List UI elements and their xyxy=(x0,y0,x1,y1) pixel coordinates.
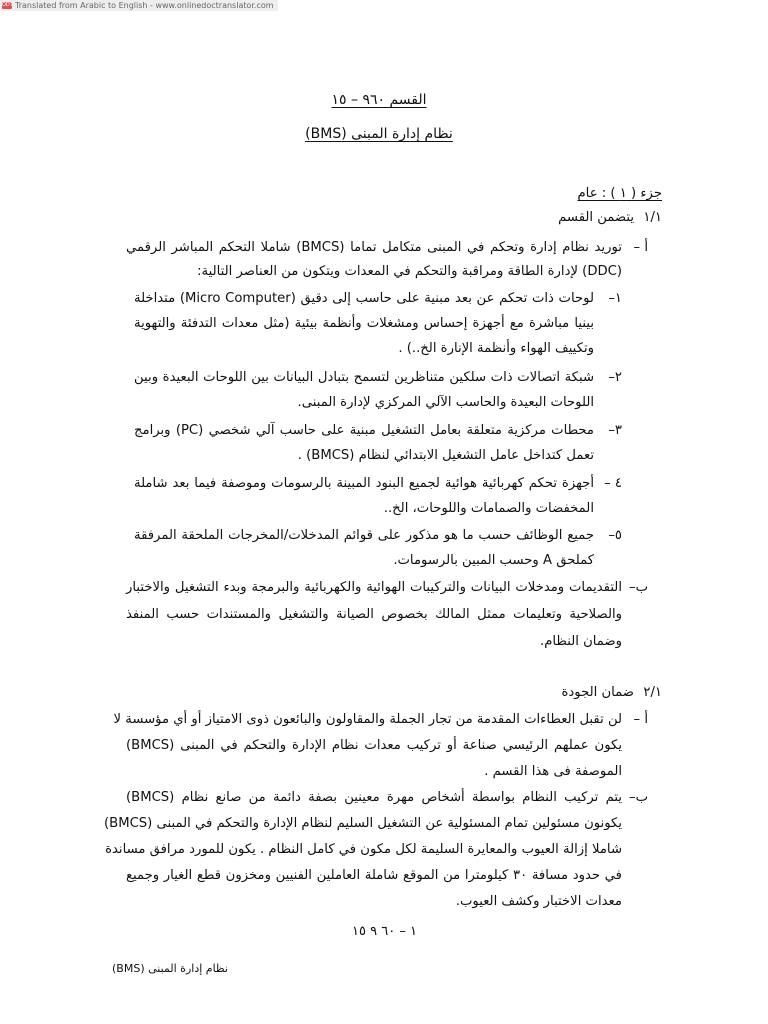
page-number: ١ – ٦٠ ٩ ١٥ xyxy=(352,924,417,939)
list-item-line: محطات مركزية متعلقة بعامل التشغيل مبنية على حاسب آلي شخصي (PC) وبرامج xyxy=(134,423,594,438)
list-item-line: تعمل كتداخل عامل التشغيل الابتدائي لنظام (BMCS) . xyxy=(297,448,594,463)
item-mark-b: ب– xyxy=(628,580,648,595)
paragraph-line: يتم تركيب النظام بواسطة أشخاص مهرة معينين بصفة دائمة من صانع نظام (BMCS) xyxy=(126,790,622,805)
item-mark-a: أ – xyxy=(633,712,648,727)
paragraph-line: لن تقبل العطاءات المقدمة من تجار الجملة والمقاولون والبائعون ذوى الامتياز أو أي مؤسسة لا xyxy=(113,712,622,727)
list-item-line: اللوحات البعيدة والحاسب الآلي المركزي لإدارة المبنى. xyxy=(297,395,594,410)
clause-number: ٢/١ xyxy=(643,685,662,700)
list-item-number: ٥– xyxy=(608,528,622,543)
paragraph-line: والصلاحية وتعليمات ممثل المالك بخصوص الصيانة والتشغيل والمستندات حسب المنفذ xyxy=(126,607,622,622)
paragraph-line: في حدود مسافة ٣٠ كيلومترا من الموقع شاملة العاملين الفنيين ومخزون قطع الغيار وجميع xyxy=(126,868,622,883)
paragraph-line: شاملا إزالة العيوب والمعايرة السليمة لكل مكون في كامل النظام . يكون للمورد مرافق مساندة xyxy=(105,842,622,857)
clause-title: يتضمن القسم xyxy=(558,210,634,225)
list-item-line: بينيا مباشرة مع أجهزة إحساس ومشغلات وأنظمة بيئية (مثل معدات التدفئة والتهوية xyxy=(134,316,594,331)
paragraph-line: الموصفة فى هذا القسم . xyxy=(484,764,622,779)
paragraph-line: (DDC) لإدارة الطاقة ومراقبة والتحكم في المعدات ويتكون من العناصر التالية: xyxy=(197,264,622,279)
list-item-line: شبكة اتصالات ذات سلكين متناظرين لتسمح بتبادل البيانات بين اللوحات البعيدة وبين xyxy=(134,370,594,385)
list-item-number: ٤ – xyxy=(604,476,622,491)
translator-logo-icon: ODT xyxy=(2,2,13,8)
item-mark-a: أ – xyxy=(633,240,648,255)
paragraph-line: معدات الاختبار وكشف العيوب. xyxy=(455,894,622,909)
list-item-line: المخفضات والصمامات واللوحات، الخ.. xyxy=(383,501,594,516)
paragraph-line: وضمان النظام. xyxy=(540,634,622,649)
part-heading: جزء ( ١ ) : عام xyxy=(577,186,662,201)
list-item-line: لوحات ذات تحكم عن بعد مبنية على حاسب إلى دقيق (Micro Computer) متداخلة xyxy=(134,291,594,306)
paragraph-line: توريد نظام إدارة وتحكم في المبنى متكامل تماما (BMCS) شاملا التحكم المباشر الرقمي xyxy=(126,240,622,255)
document-title: نظام إدارة المبنى (BMS) xyxy=(305,126,453,142)
item-mark-b: ب– xyxy=(628,790,648,805)
document-page xyxy=(96,0,662,1024)
clause-title: ضمان الجودة xyxy=(561,685,634,700)
list-item-line: جميع الوظائف حسب ما هو مذكور على قوائم المدخلات/المخرجات الملحقة المرفقة xyxy=(134,528,594,543)
banner-text: Translated from Arabic to English - www.onlinedoctranslator.com xyxy=(15,1,274,10)
paragraph-line: التقديمات ومدخلات البيانات والتركيبات الهوائية والكهربائية والبرمجة وبدء التشغيل والاختبار xyxy=(126,580,622,595)
list-item-line: كملحق A وحسب المبين بالرسومات. xyxy=(393,553,594,568)
paragraph-line: يكون عملهم الرئيسي صناعة أو تركيب معدات نظام الإدارة والتحكم في المبنى (BMCS) xyxy=(126,738,622,753)
list-item-number: ١– xyxy=(608,291,622,306)
section-number: القسم ٩٦٠ – ١٥ xyxy=(331,92,427,108)
list-item-number: ٣– xyxy=(608,423,622,438)
list-item-number: ٢– xyxy=(608,370,622,385)
list-item-line: أجهزة تحكم كهربائية هوائية لجميع البنود المبينة بالرسومات وموصفة فيما بعد شاملة xyxy=(134,476,594,491)
clause-number: ١/١ xyxy=(643,210,662,225)
paragraph-line: يكونون مسئولين تمام المسئولية عن التشغيل السليم لنظام الإدارة والتحكم في المبنى (BMCS) xyxy=(104,816,622,831)
footer-title: نظام إدارة المبنى (BMS) xyxy=(112,962,229,975)
list-item-line: وتكييف الهواء وأنظمة الإنارة الخ..) . xyxy=(398,341,594,356)
